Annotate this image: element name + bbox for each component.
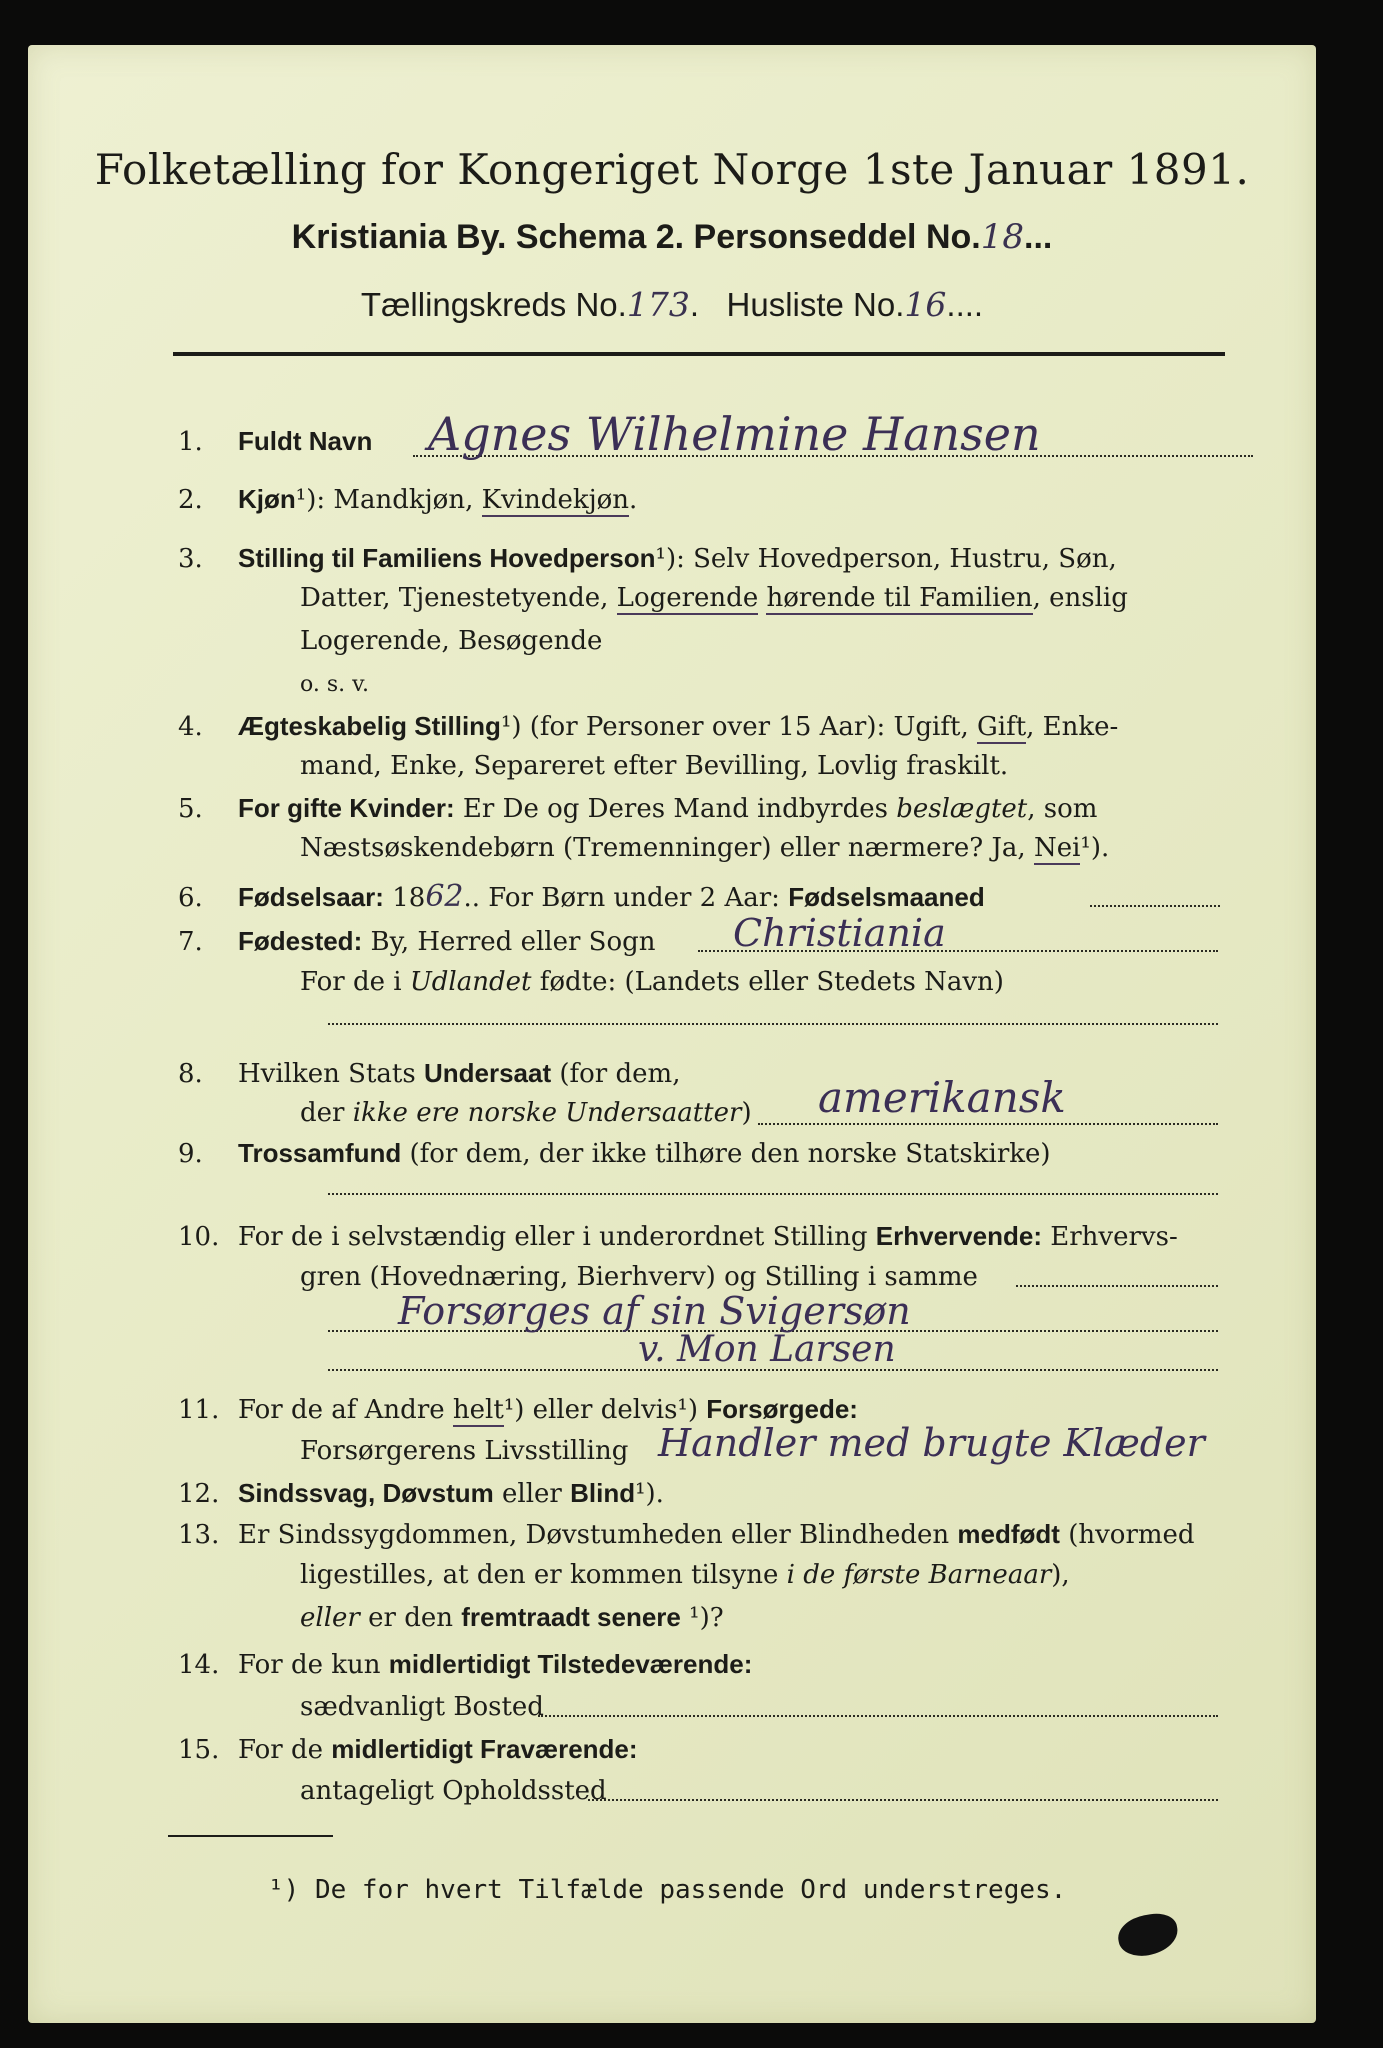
field-6-birth-year: 6. Fødselsaar: 1862.. For Børn under 2 Aar: Fødselsmaaned (178, 879, 985, 914)
field-8-citizenship: 8. Hvilken Stats Undersaat (for dem, (178, 1058, 681, 1089)
selected-option: Gift (976, 712, 1027, 742)
field-label: Undersaat (423, 1058, 552, 1088)
field-number: 1. (178, 427, 203, 457)
field-number: 15. (178, 1735, 220, 1765)
field-label: For gifte Kvinder: (238, 793, 455, 823)
field-label: Forsørgede: (706, 1394, 858, 1424)
field-number: 12. (178, 1479, 220, 1509)
field-9-religion: 9. Trossamfund (for dem, der ikke tilhøre den norske Statskirke) (178, 1138, 1051, 1169)
selected-option: Nei (1033, 833, 1081, 863)
field-label: Fødested: (238, 926, 363, 956)
field-2-gender: 2. Kjøn¹): Mandkjøn, Kvindekjøn. (178, 484, 638, 515)
field-number: 5. (178, 794, 203, 824)
handwritten-birth-year: 62 (425, 879, 464, 914)
footnote-rule (168, 1835, 333, 1837)
field-number: 6. (178, 883, 203, 913)
ink-blot (1115, 1910, 1181, 1960)
field-5-married-women: 5. For gifte Kvinder: Er De og Deres Mand indbyrdes beslægtet, som (178, 793, 1098, 824)
handwritten-full-name: Agnes Wilhelmine Hansen (428, 407, 1041, 461)
handwritten-birthplace: Christiania (733, 911, 946, 955)
selected-option: Kvindekjøn (481, 485, 630, 515)
field-7-birthplace: 7. Fødested: By, Herred eller Sogn (178, 926, 656, 957)
field-number: 14. (178, 1650, 220, 1680)
field-label: Trossamfund (238, 1138, 402, 1168)
field-4-marital: 4. Ægteskabelig Stilling¹) (for Personer over 15 Aar): Ugift, Gift, Enke- (178, 711, 1119, 742)
field-number: 13. (178, 1520, 220, 1550)
field-label: midlertidigt Tilstedeværende: (388, 1649, 753, 1679)
field-11-supported: 11. For de af Andre helt¹) eller delvis¹) Forsørgede: (178, 1394, 858, 1425)
field-label: Fødselsaar: (238, 882, 384, 912)
selected-option: hørende til Familien (766, 583, 1033, 613)
field-label: Fuldt Navn (238, 426, 373, 456)
field-label: Kjøn (238, 484, 296, 514)
taellingskreds-label: Tællingskreds No. (360, 286, 627, 323)
field-number: 7. (178, 927, 203, 957)
field-14-temporary-present: 14. For de kun midlertidigt Tilstedeværende: (178, 1649, 753, 1680)
personseddel-number: 18 (980, 217, 1024, 257)
dotted-line (328, 1023, 1218, 1025)
dotted-line (1016, 1285, 1218, 1287)
field-label: Erhvervende: (875, 1221, 1042, 1251)
handwritten-supporter-occupation: Handler med brugte Klæder (658, 1421, 1205, 1465)
selected-option: Logerende (616, 583, 759, 613)
dotted-line (758, 1123, 1218, 1125)
schema-line: Kristiania By. Schema 2. Personseddel No.18... (291, 217, 1053, 257)
field-3-position: 3. Stilling til Familiens Hovedperson¹): Selv Hovedperson, Hustru, Søn, (178, 543, 1117, 574)
handwritten-citizenship: amerikansk (818, 1073, 1066, 1122)
field-12-disability: 12. Sindssvag, Døvstum eller Blind¹). (178, 1478, 664, 1509)
field-10-occupation: 10. For de i selvstændig eller i underordnet Stilling Erhvervende: Erhvervs- (178, 1221, 1178, 1252)
taellingskreds-number: 173 (626, 285, 690, 324)
header-rule (173, 352, 1225, 356)
field-number: 3. (178, 544, 203, 574)
dotted-line (538, 1715, 1218, 1717)
dotted-line (1090, 905, 1220, 907)
selected-option: helt (452, 1395, 504, 1425)
schema-line-label: Kristiania By. Schema 2. Personseddel No. (291, 218, 981, 256)
field-number: 2. (178, 485, 203, 515)
dotted-line (588, 1799, 1218, 1801)
district-line: Tællingskreds No.173. Husliste No.16.... (360, 285, 984, 324)
field-15-temporary-absent: 15. For de midlertidigt Fraværende: (178, 1734, 638, 1765)
field-label: Ægteskabelig Stilling (238, 711, 501, 741)
handwritten-occupation-line1: Forsørges af sin Svigersøn (398, 1289, 911, 1333)
husliste-number: 16 (904, 285, 947, 324)
handwritten-occupation-line2: v. Mon Larsen (638, 1329, 896, 1370)
census-form-sheet: Folketælling for Kongeriget Norge 1ste Januar 1891. Kristiania By. Schema 2. Personseddel No.18... Tællingskreds No.173. Husliste No.16.... 1. Fuldt Navn Agnes Wilhelmine Hansen 2. Kjøn¹): Mandkjøn, Kvindekjøn. 3. Stilling til Familiens Hovedperson¹): Selv Hovedperson, Hustru, Søn, Datter, Tjenestetyende, Logerende hørende til Familien, enslig Logerende, Besøgende o. s. v. 4. Ægteskabelig Stilling¹) (for Personer over 15 Aar): Ugift, Gift, Enke- mand, Enke, Separeret efter Bevilling, Lovlig fraskilt. 5. For gifte Kvinder: Er De og Deres Mand indbyrdes beslægtet, som Næstsøskendebørn (Tremenninger) eller nærmere? Ja, Nei¹). 6. Fødselsaar: 1862.. For Børn under 2 Aar: Fødselsmaaned 7. Fødested: By, Herred eller Sogn Christiania For de i Udlandet fødte: (Landets eller Stedets Navn) 8. Hvilken Stats Undersaat (for dem, der ikke ere norske Undersaatter) amerikansk 9. Trossamfund (for dem, der ikke tilhøre den norske Statskirke) 10. For de i selvstændig eller i underordnet Stilling Erhvervende: Erhvervs- gren (Hovednæring, Bierhverv) og Stilling i samme Forsørges af sin Svigersøn v. Mon Larsen 11. For de af Andre helt¹) eller delvis¹) Forsørgede: Forsørgerens Livsstilling Handler med brugte Klæder 12. Sindssvag, Døvstum eller Blind¹). 13. Er Sindssygdommen, Døvstumheden eller Blindheden medfødt (hvormed ligestilles, at den er kommen tilsyne i de første Barneaar), eller er den fremtraadt senere ¹)? 14. For de kun midlertidigt Tilstedeværende: sædvanligt Bosted 15. For de midlertidigt Fraværende: antageligt Opholdssted ¹) De for hvert Tilfælde passende Ord understreges. (28, 45, 1316, 2023)
footnote: ¹) De for hvert Tilfælde passende Ord understreges. (268, 1875, 1067, 1905)
field-13-congenital: 13. Er Sindssygdommen, Døvstumheden eller Blindheden medfødt (hvormed (178, 1519, 1195, 1550)
field-label: midlertidigt Fraværende: (331, 1734, 638, 1764)
field-number: 8. (178, 1059, 203, 1089)
field-number: 10. (178, 1222, 220, 1252)
dotted-line (328, 1193, 1218, 1195)
field-label: medfødt (957, 1519, 1060, 1549)
husliste-label: Husliste No. (726, 286, 905, 323)
field-number: 9. (178, 1139, 203, 1169)
field-label: Stilling til Familiens Hovedperson (238, 543, 656, 573)
field-label: Sindssvag, Døvstum (238, 1478, 494, 1508)
form-title: Folketælling for Kongeriget Norge 1ste Januar 1891. (94, 145, 1250, 194)
field-number: 11. (178, 1395, 220, 1425)
field-number: 4. (178, 712, 203, 742)
